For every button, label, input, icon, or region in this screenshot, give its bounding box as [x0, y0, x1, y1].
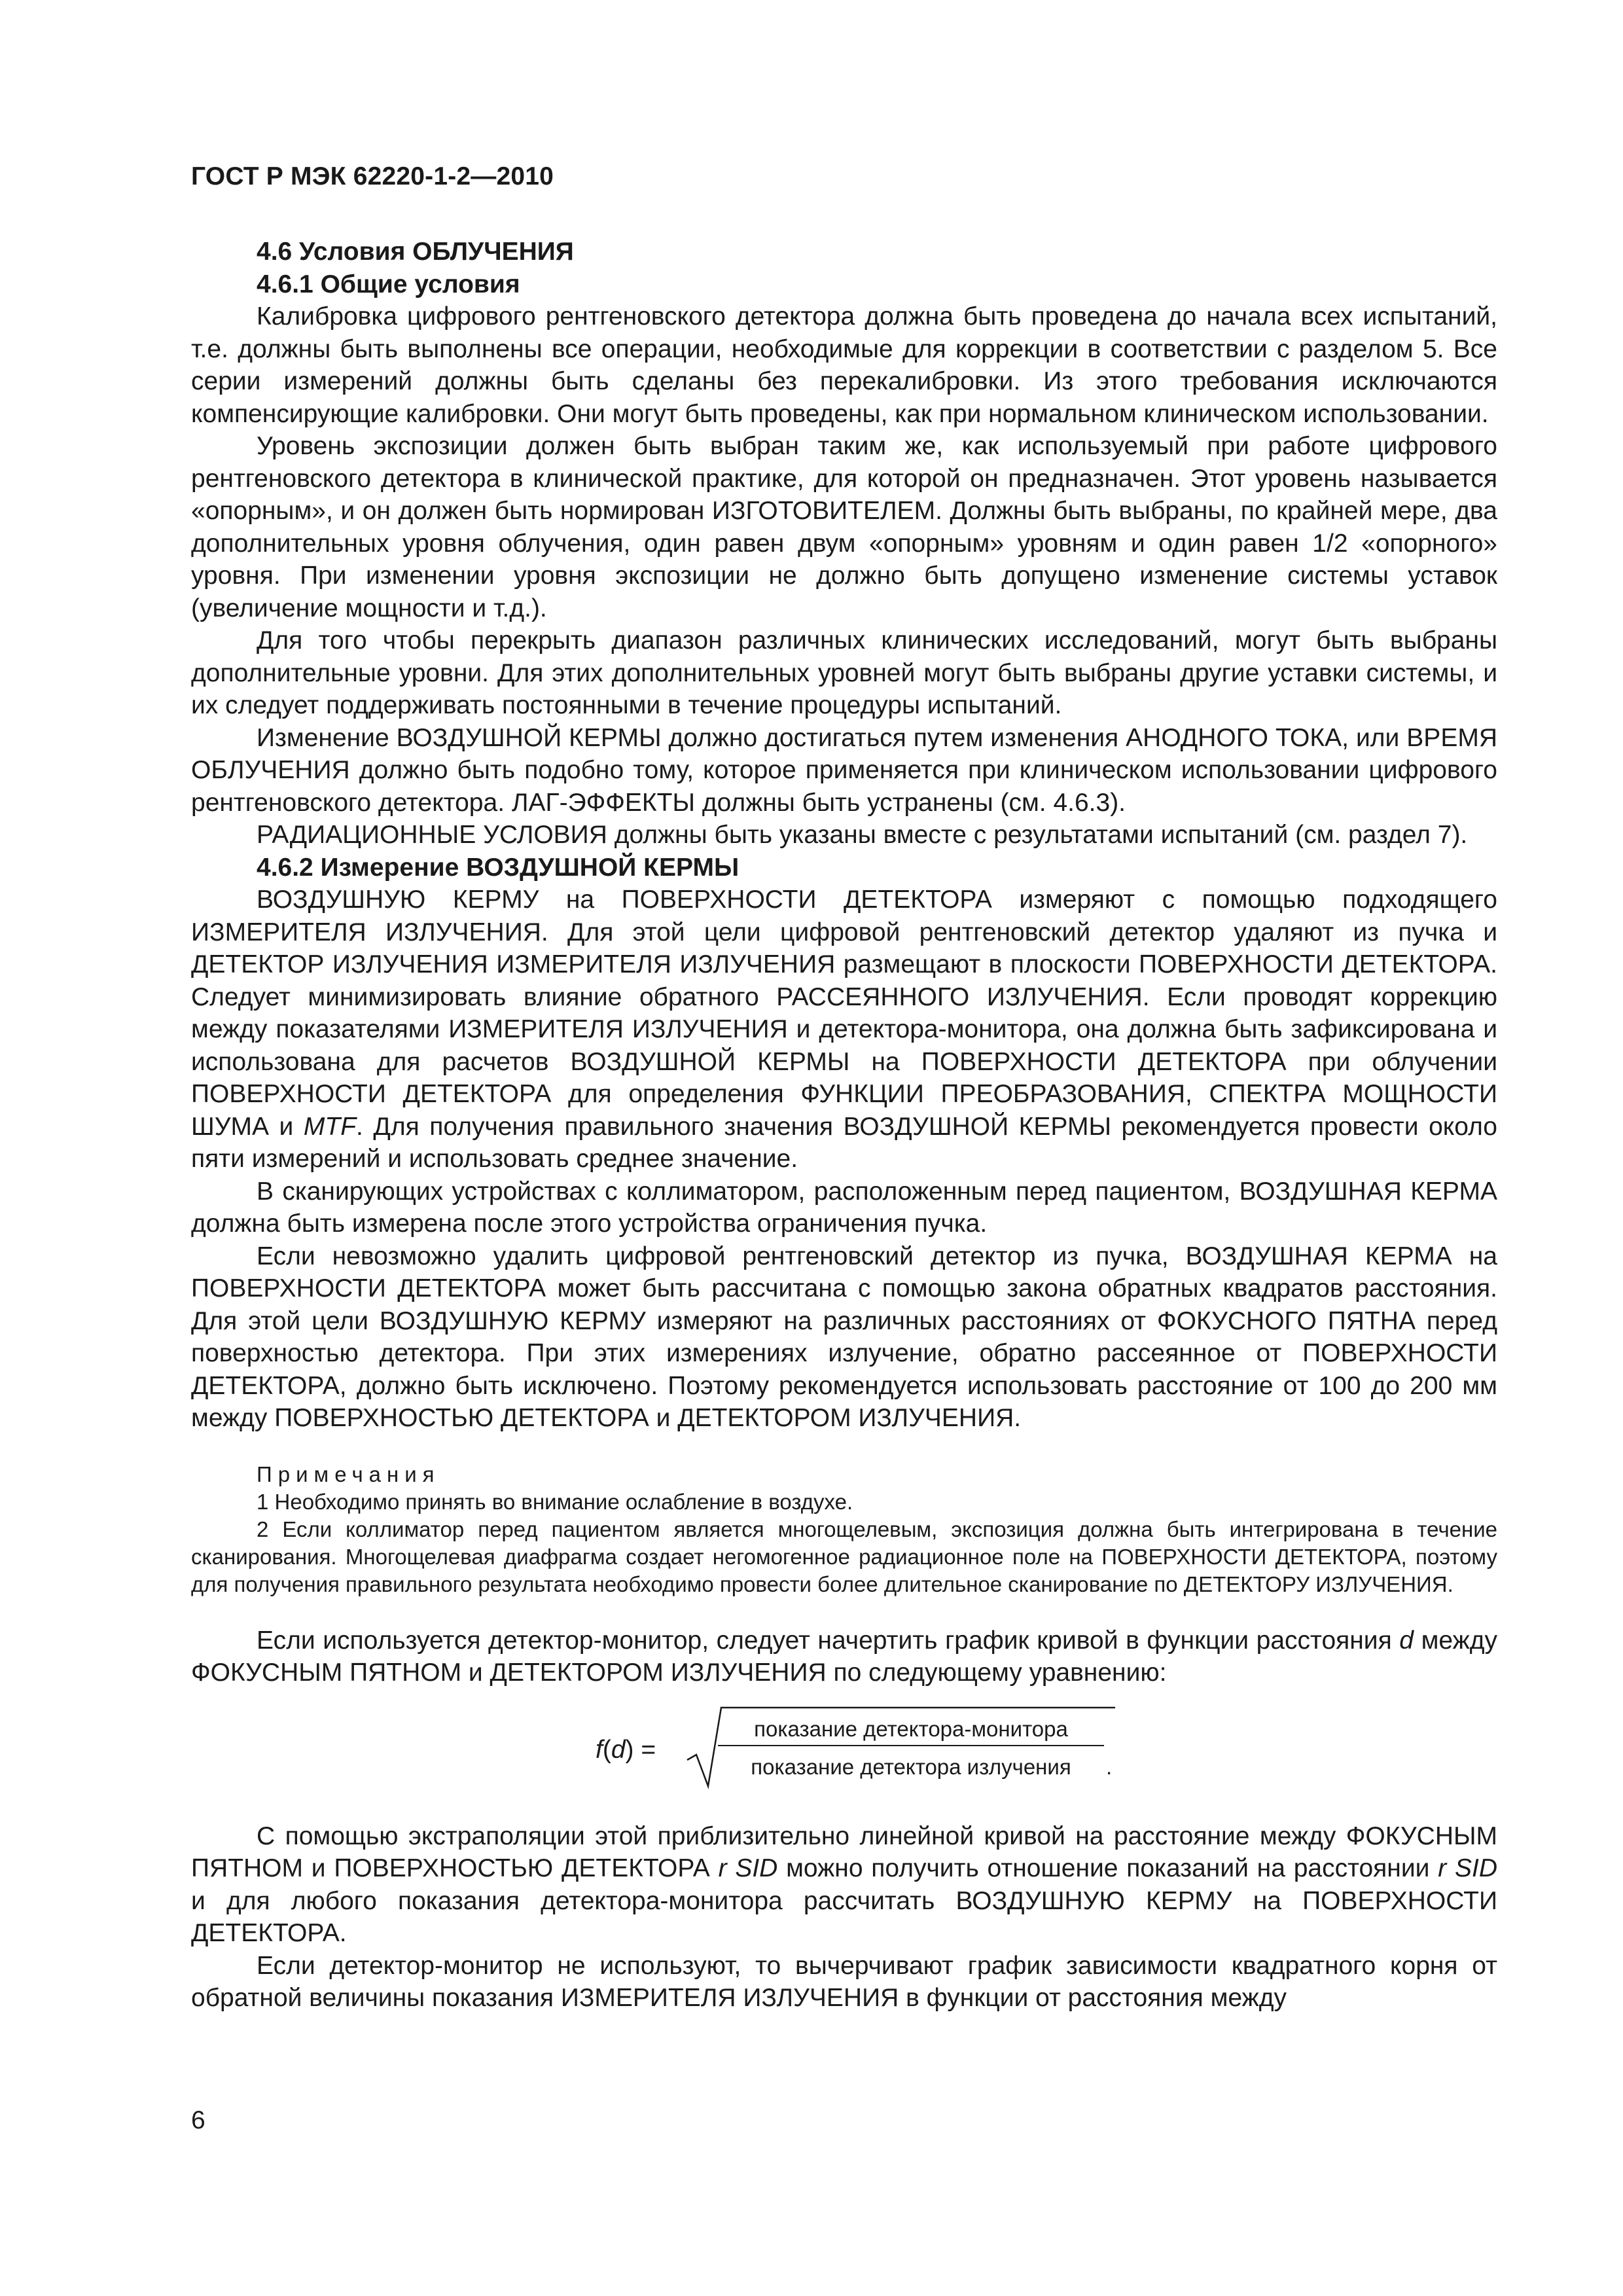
variable-d: d [611, 1735, 626, 1764]
subsection-heading: 4.6.2 Измерение ВОЗДУШНОЙ КЕРМЫ [257, 853, 740, 882]
paragraph-text: между ФОКУСНЫМ ПЯТНОМ и ДЕТЕКТОРОМ ИЗЛУЧЕНИЯ по следующему уравнению: [191, 1626, 1498, 1687]
note-item: 2 Если коллиматор перед пациентом является многощелевым, экспозиция должна быть интегрирована в течение сканирования. Многощелевая диафрагма создает негомогенное радиационное поле на ПОВЕРХНОСТИ ДЕТЕКТОРА, поэтому для получения правильного результата необходимо провести более длительное сканирование по ДЕТЕКТОРУ ИЗЛУЧЕНИЯ. [191, 1516, 1497, 1596]
subsection-heading: 4.6.1 Общие условия [257, 270, 520, 298]
paragraph-text: можно получить отношение показаний на расстоянии [777, 1854, 1438, 1882]
fraction-numerator: показание детектора-монитора [754, 1716, 1068, 1741]
paragraph: Калибровка цифрового рентгеновского детектора должна быть проведена до начала всех испытаний, т.е. должны быть выполнены все операции, необходимые для коррекции в соответствии с разделом 5. Все серии измерений должны быть сделаны без перекалибровки. Из этого требования исключаются компенсирующие калибровки. Они могут быть проведены, как при нормальном клиническом использовании. [191, 302, 1497, 428]
page-content [191, 236, 1497, 2015]
page-number: 6 [191, 2106, 205, 2134]
note-item: 1 Необходимо принять во внимание ослабление в воздухе. [257, 1489, 853, 1514]
equation [191, 1704, 1497, 1802]
paragraph: Если детектор-монитор не используют, то вычерчивают график зависимости квадратного корня от обратной величины показания ИЗМЕРИТЕЛЯ ИЗЛУЧЕНИЯ в функции от расстояния между [191, 1951, 1497, 2012]
function-f: f [596, 1735, 603, 1764]
paragraph [191, 1624, 1497, 1689]
notes-block [191, 1461, 1497, 1598]
notes-title: Примечания [257, 1462, 440, 1486]
document-header: ГОСТ Р МЭК 62220-1-2—2010 [191, 162, 554, 190]
paragraph: Если невозможно удалить цифровой рентгеновский детектор из пучка, ВОЗДУШНАЯ КЕРМА на ПОВЕРХНОСТИ ДЕТЕКТОРА может быть рассчитана с помощью закона обратных квадратов расстояния. Для этой цели ВОЗДУШНУЮ КЕРМУ измеряют на различных расстояниях от ФОКУСНОГО ПЯТНА перед поверхностью детектора. При этих измерениях излучение, обратно рассеянное от ПОВЕРХНОСТИ ДЕТЕКТОРА, должно быть исключено. Поэтому рекомендуется использовать расстояние от 100 до 200 мм между ПОВЕРХНОСТЬЮ ДЕТЕКТОРА и ДЕТЕКТОРОМ ИЗЛУЧЕНИЯ. [191, 1242, 1497, 1432]
rsid-term: r SID [1438, 1854, 1497, 1882]
equation-lhs: f(d) = [596, 1735, 656, 1764]
equation-terminator: . [1106, 1754, 1113, 1779]
section-heading: 4.6 Условия ОБЛУЧЕНИЯ [257, 238, 574, 266]
paragraph-text: Если используется детектор-монитор, следует начертить график кривой в функции расстояния [257, 1626, 1400, 1655]
paragraph: РАДИАЦИОННЫЕ УСЛОВИЯ должны быть указаны вместе с результатами испытаний (см. раздел 7). [257, 821, 1468, 849]
paragraph: Изменение ВОЗДУШНОЙ КЕРМЫ должно достигаться путем изменения АНОДНОГО ТОКА, или ВРЕМЯ ОБЛУЧЕНИЯ должно быть подобно тому, которое применяется при клиническом использовании цифрового рентгеновского детектора. ЛАГ-ЭФФЕКТЫ должны быть устранены (см. 4.6.3). [191, 723, 1497, 817]
fraction-bar [718, 1745, 1104, 1746]
variable-d: d [1399, 1626, 1414, 1655]
paragraph [191, 884, 1497, 1175]
mtf-term: MTF [303, 1112, 357, 1141]
spacer [191, 1598, 1497, 1624]
paragraph-text: и для любого показания детектора-монитора рассчитать ВОЗДУШНУЮ КЕРМУ на ПОВЕРХНОСТИ ДЕТЕКТОРА. [191, 1886, 1497, 1947]
paragraph: В сканирующих устройствах с коллиматором, расположенным перед пациентом, ВОЗДУШНАЯ КЕРМА должна быть измерена после этого устройства ограничения пучка. [191, 1177, 1497, 1238]
paragraph [191, 1820, 1497, 1950]
paragraph-text: ВОЗДУШНУЮ КЕРМУ на ПОВЕРХНОСТИ ДЕТЕКТОРА измеряют с помощью подходящего ИЗМЕРИТЕЛЯ ИЗЛУЧЕНИЯ. Для этой цели цифровой рентгеновский детектор удаляют из пучка и ДЕТЕКТОР ИЗЛУЧЕНИЯ ИЗМЕРИТЕЛЯ ИЗЛУЧЕНИЯ размещают в плоскости ПОВЕРХНОСТИ ДЕТЕКТОРА. Следует минимизировать влияние обратного РАССЕЯННОГО ИЗЛУЧЕНИЯ. Если проводят коррекцию между показателями ИЗМЕРИТЕЛЯ ИЗЛУЧЕНИЯ и детектора-монитора, она должна быть зафиксирована и использована для расчетов ВОЗДУШНОЙ КЕРМЫ на ПОВЕРХНОСТИ ДЕТЕКТОРА при облучении ПОВЕРХНОСТИ ДЕТЕКТОРА для определения ФУНКЦИИ ПРЕОБРАЗОВАНИЯ, СПЕКТРА МОЩНОСТИ ШУМА и [191, 886, 1497, 1141]
rsid-term: r SID [718, 1854, 778, 1882]
paragraph: Уровень экспозиции должен быть выбран таким же, как используемый при работе цифрового рентгеновского детектора в клинической практике, для которой он предназначен. Этот уровень называется «опорным», и он должен быть нормирован ИЗГОТОВИТЕЛЕМ. Должны быть выбраны, по крайней мере, два дополнительных уровня облучения, один равен двум «опорным» уровням и один равен 1/2 «опорного» уровня. При изменении уровня экспозиции не должно быть допущено изменение системы уставок (увеличение мощности и т.д.). [191, 432, 1497, 622]
paragraph-text: С помощью экстраполяции этой приблизительно линейной кривой на расстояние между ФОКУСНЫМ ПЯТНОМ и ПОВЕРХНОСТЬЮ ДЕТЕКТОРА [191, 1821, 1497, 1882]
fraction-denominator: показание детектора излучения [751, 1754, 1071, 1779]
paragraph-text: . Для получения правильного значения ВОЗДУШНОЙ КЕРМЫ рекомендуется провести около пяти измерений и использовать среднее значение. [191, 1112, 1497, 1173]
paragraph: Для того чтобы перекрыть диапазон различных клинических исследований, могут быть выбраны дополнительные уровни. Для этих дополнительных уровней могут быть выбраны другие уставки системы, и их следует поддерживать постоянными в течение процедуры испытаний. [191, 626, 1497, 719]
